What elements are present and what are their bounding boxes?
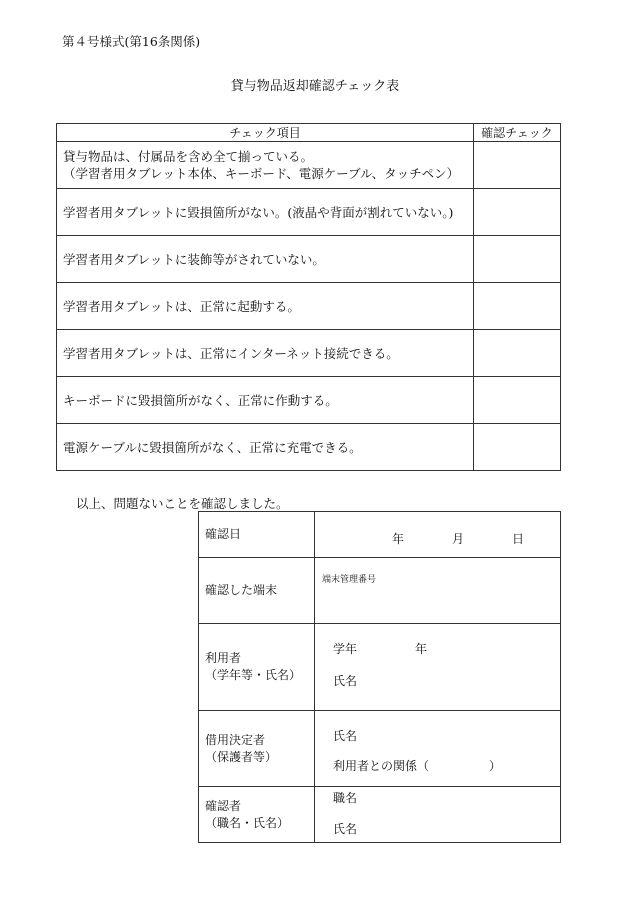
checklist-row xyxy=(57,377,561,424)
day-label: 日 xyxy=(511,532,524,546)
position-label: 職名 xyxy=(333,791,358,805)
check-box-cell[interactable] xyxy=(474,330,561,377)
checklist-item: 学習者用タブレットは、正常に起動する。 xyxy=(57,283,474,330)
user-name-label: 氏名 xyxy=(333,674,358,688)
year-label: 年 xyxy=(391,532,404,546)
confirmer-field[interactable] xyxy=(315,787,561,843)
confirmer-label xyxy=(199,787,315,843)
checklist-item: 電源ケーブルに毀損箇所がなく、正常に充電できる。 xyxy=(57,424,474,471)
confirmer-name-label: 氏名 xyxy=(333,822,358,836)
checklist-table xyxy=(56,123,561,471)
date-label: 確認日 xyxy=(199,512,315,558)
month-label: 月 xyxy=(451,532,464,546)
user-field[interactable] xyxy=(315,624,561,711)
checklist-row xyxy=(57,142,561,189)
user-label-sub: （学年等・氏名） xyxy=(205,668,302,682)
date-field[interactable] xyxy=(315,512,561,558)
confirmer-label-sub: （職名・氏名） xyxy=(205,815,290,830)
page-title: 貸与物品返却確認チェック表 xyxy=(230,79,400,94)
checklist-item xyxy=(57,142,474,189)
checklist-item-text: 貸与物品は、付属品を含め全て揃っている。 xyxy=(63,149,314,164)
check-box-cell[interactable] xyxy=(474,424,561,471)
relation-label: 利用者との関係（ ） xyxy=(333,759,502,773)
check-box-cell[interactable] xyxy=(474,283,561,330)
terminal-number-label: 端末管理番号 xyxy=(322,575,377,585)
check-box-cell[interactable] xyxy=(474,377,561,424)
grade-label: 学年 xyxy=(333,642,358,656)
confirmation-info-table xyxy=(198,511,561,843)
form-number: 第４号様式(第16条関係) xyxy=(62,34,201,49)
guardian-label-sub: （保護者等） xyxy=(205,749,278,764)
checklist-item: 学習者用タブレットは、正常にインターネット接続できる。 xyxy=(57,330,474,377)
check-box-cell[interactable] xyxy=(474,189,561,236)
guardian-field[interactable] xyxy=(315,711,561,787)
checklist-row xyxy=(57,236,561,283)
terminal-label: 確認した端末 xyxy=(199,558,315,624)
header-confirm-check: 確認チェック xyxy=(474,124,561,142)
user-label xyxy=(199,624,315,711)
terminal-row xyxy=(199,558,561,624)
checklist-row xyxy=(57,424,561,471)
checklist-item-subtext: （学習者用タブレット本体、キーボード、電源ケーブル、タッチペン） xyxy=(63,166,460,181)
checklist-item: 学習者用タブレットに毀損箇所がない。(液晶や背面が割れていない。) xyxy=(57,189,474,236)
user-label-main: 利用者 xyxy=(205,651,242,665)
checklist-row xyxy=(57,330,561,377)
check-box-cell[interactable] xyxy=(474,142,561,189)
confirmer-label-main: 確認者 xyxy=(205,798,242,813)
header-check-item: チェック項目 xyxy=(57,124,474,142)
confirm-statement: 以上、問題ないことを確認しました。 xyxy=(76,496,289,511)
guardian-label xyxy=(199,711,315,787)
terminal-field[interactable] xyxy=(315,558,561,624)
checklist-item: 学習者用タブレットに装飾等がされていない。 xyxy=(57,236,474,283)
checklist-row xyxy=(57,283,561,330)
guardian-name-label: 氏名 xyxy=(333,729,358,743)
check-box-cell[interactable] xyxy=(474,236,561,283)
guardian-row xyxy=(199,711,561,787)
date-row xyxy=(199,512,561,558)
checklist-row xyxy=(57,189,561,236)
confirmer-row xyxy=(199,787,561,843)
guardian-label-main: 借用決定者 xyxy=(205,732,266,747)
checklist-header-row xyxy=(57,124,561,142)
grade-suffix: 年 xyxy=(415,642,428,656)
checklist-item: キーボードに毀損箇所がなく、正常に作動する。 xyxy=(57,377,474,424)
user-row xyxy=(199,624,561,711)
